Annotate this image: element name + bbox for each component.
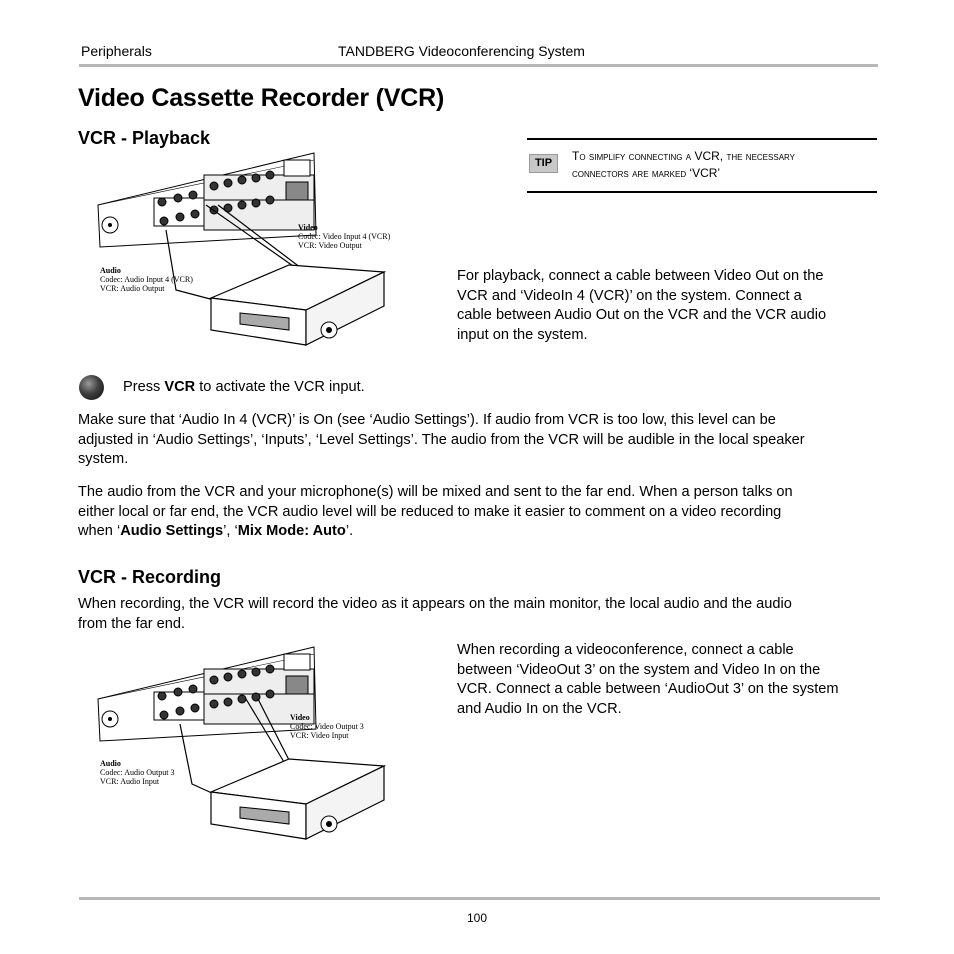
vcr-key-label: VCR	[164, 379, 196, 395]
recording-video-label: Video Codec: Video Output 3 VCR: Video Input	[290, 713, 364, 740]
press-vcr-instruction: Press VCR to activate the VCR input.	[123, 379, 365, 395]
header-rule	[79, 64, 878, 67]
tip-badge: TIP	[529, 154, 558, 173]
playback-video-label: Video Codec: Video Input 4 (VCR) VCR: Video Output	[298, 223, 391, 250]
playback-audio-label: Audio Codec: Audio Input 4 (VCR) VCR: Audio Output	[100, 266, 193, 293]
footer-rule	[79, 897, 880, 900]
recording-connection-figure	[96, 644, 416, 849]
recording-heading: VCR - Recording	[78, 567, 222, 587]
recording-paragraph: When recording a videoconference, connect a cable between ‘VideoOut 3’ on the system and Video In on the VCR. Connect a cable between ‘AudioOut 3’ on the system and Audio In on the VCR.	[457, 642, 839, 717]
tip-text	[572, 148, 862, 182]
tip-line-2: connectors are marked ‘VCR’	[572, 166, 721, 180]
header-section: Peripherals	[81, 43, 152, 59]
mix-paragraph: The audio from the VCR and your microphone(s) will be mixed and sent to the far end. When a person talks on either local or far end, the VCR audio level will be reduced to make it easier to comment on a video recording when ‘Audio Settings’, ‘Mix Mode: Auto’.	[78, 484, 793, 539]
tip-line-1: To simplify connecting a VCR, the necessary	[572, 149, 795, 163]
remote-key-icon	[79, 375, 104, 400]
page-number: 100	[466, 911, 488, 925]
recording-audio-label: Audio Codec: Audio Output 3 VCR: Audio Input	[100, 759, 175, 786]
page-title: Video Cassette Recorder (VCR)	[78, 84, 445, 112]
playback-connection-figure	[96, 150, 416, 355]
header-doc-title: TANDBERG Videoconferencing System	[338, 43, 585, 59]
playback-paragraph: For playback, connect a cable between Video Out on the VCR and ‘VideoIn 4 (VCR)’ on the system. Connect a cable between Audio Out on the VCR and the VCR audio input on the system.	[457, 268, 827, 343]
playback-heading: VCR - Playback	[78, 128, 211, 148]
audio-in-paragraph: Make sure that ‘Audio In 4 (VCR)’ is On (see ‘Audio Settings’). If audio from VCR is too low, this level can be adjusted in ‘Audio Settings’, ‘Inputs’, ‘Level Settings’. The audio from the VCR will be audible in the local speaker system.	[78, 412, 805, 467]
recording-intro: When recording, the VCR will record the video as it appears on the main monitor, the local audio and the audio from the far end.	[78, 596, 792, 632]
